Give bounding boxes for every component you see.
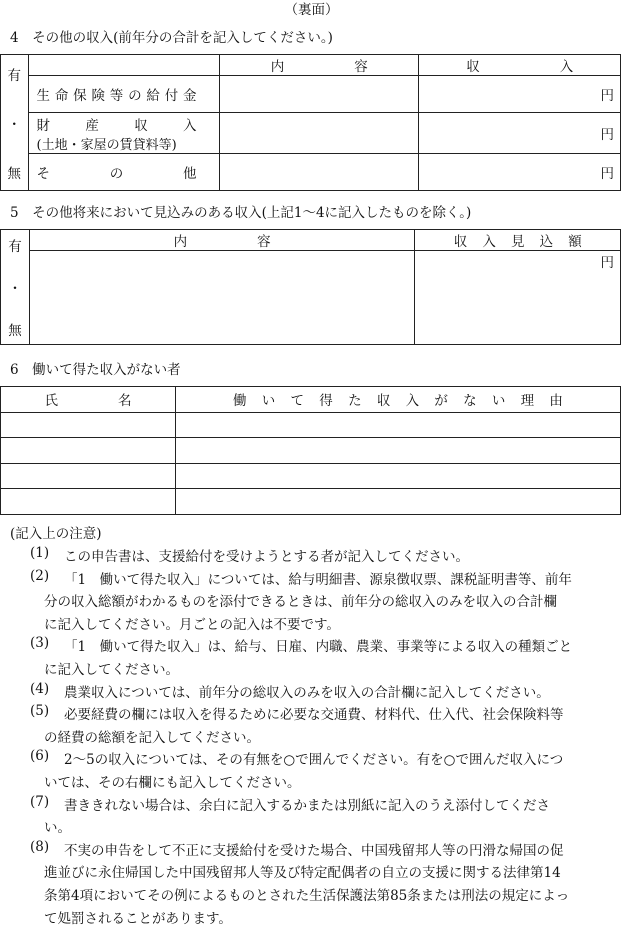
header-content: 内 容 [29,230,414,251]
note-number: (4) [30,680,50,697]
note-text-line: 2〜5の収入については、その有無を○で囲んでください。有を○で囲んだ収入につ [64,752,564,769]
section-4-table [0,54,621,191]
section-4-heading: 4 その他の収入(前年分の合計を記入してください。) [10,30,333,46]
label-char: 等 [109,88,124,105]
note-text-line: この申告書は、支援給付を受けようとする者が記入してください。 [64,549,469,565]
label-char: 給 [146,88,160,105]
label-char: 金 [183,88,197,105]
label-char: 得 [319,393,333,410]
note-text-line: い。 [44,820,71,837]
reason-cell[interactable] [176,463,621,489]
label-char: 他 [183,165,197,182]
label-char: 付 [164,88,179,105]
label-char: が [434,393,448,410]
amount-cell[interactable]: 円 [415,251,621,345]
content-cell[interactable] [219,113,419,153]
note-number: (1) [30,545,50,561]
presence-separator: ・ [8,281,22,297]
label-char: 込 [539,234,554,250]
label-char: 保 [73,88,87,105]
amount-cell[interactable]: 円 [419,153,621,190]
header-name: 氏 名 [1,387,176,413]
name-cell[interactable] [1,412,176,438]
note-text-line: 必要経費の欄には収入を得るために必要な交通費、材料代、仕入代、社会保険料等 [64,707,564,724]
content-cell[interactable] [219,153,419,190]
section-5-heading: 5 その他将来において見込みのある収入(上記1〜4に記入したものを除く。) [10,205,472,221]
row-label-other [28,153,219,190]
label-char: 額 [568,234,582,250]
row-label-property [28,113,219,153]
label-char: 見 [510,234,525,250]
label-char: 入 [405,393,420,410]
row-label-insurance [28,76,219,113]
label-char: 収 [453,234,468,250]
label-char: そ [36,165,51,182]
note-text-line: 「1 働いて得た収入」は、給与、日雇、内職、農業、事業等による収入の種類ごと [64,639,573,656]
label-char: 理 [520,393,535,410]
label-char: 由 [549,393,563,410]
label-char: 働 [233,393,247,410]
note-text-line: 条第4項においてその例によるものとされた生活保護法第85条または刑法の規定によっ [44,888,570,904]
reason-cell[interactable] [176,489,621,515]
label-char: 財 [36,117,51,134]
note-number: (5) [30,703,50,720]
header-income: 収 入 [419,55,621,76]
reason-cell[interactable] [176,412,621,438]
content-cell[interactable] [29,251,414,345]
label-char: 産 [85,117,99,134]
note-text-line: 農業収入については、前年分の総収入のみを収入の合計欄に記入してください。 [64,684,550,701]
section-5-table [0,229,621,345]
notes-list [0,545,623,927]
label-char: 生 [36,88,51,105]
note-text-line: に記入してください。 [44,662,179,678]
header-content: 内 容 [219,55,419,76]
note-text-line: 分の収入総額がわかるものを添付できるときは、前年分の総収入のみを収入の合計欄 [44,594,557,611]
note-number: (6) [30,748,50,765]
reason-cell[interactable] [176,438,621,464]
label-char: な [463,393,477,410]
amount-cell[interactable]: 円 [419,113,621,153]
note-number: (2) [30,567,50,584]
note-text-line: 書ききれない場合は、余白に記入するかまたは別紙に記入のうえ添付してくださ [64,797,550,814]
presence-selector[interactable] [1,55,29,191]
note-text-line: て処罰されることがあります。 [44,910,232,927]
row-sublabel-property: (土地・家屋の賃貸料等) [36,137,177,153]
label-char: 命 [54,88,69,105]
amount-cell[interactable]: 円 [419,76,621,113]
note-text-line: 「1 働いて得た収入」については、給与明細書、源泉徴収票、課税証明書等、前年 [64,571,572,588]
note-number: (7) [30,793,50,810]
presence-selector[interactable] [1,230,30,345]
note-number: (3) [30,635,50,652]
label-char: 入 [183,117,197,134]
note-number: (8) [30,838,50,855]
name-cell[interactable] [1,489,176,515]
label-char: い [491,393,506,410]
label-char: の [128,88,142,105]
label-char: い [261,393,276,410]
section-6-heading: 6 働いて得た収入がない者 [10,362,181,378]
presence-separator: ・ [7,116,22,133]
header-expected-income [415,230,621,251]
header-blank [28,55,219,76]
label-char: て [290,393,305,410]
presence-yes[interactable]: 有 [8,239,22,255]
page-title: （裏面） [284,2,339,18]
note-text-line: 進並びに永住帰国した中国残留邦人等及び特定配偶者の自立の支援に関する法律第14 [44,865,561,882]
presence-no[interactable]: 無 [8,323,22,339]
presence-no[interactable]: 無 [7,165,22,182]
label-char: た [348,393,362,410]
header-reason [176,387,621,413]
name-cell[interactable] [1,438,176,464]
name-cell[interactable] [1,463,176,489]
note-text-line: の経費の総額を記入してください。 [44,729,260,746]
label-char: の [109,165,124,182]
label-char: 収 [376,393,391,410]
notes-heading: (記入上の注意) [10,526,102,542]
label-char: 険 [91,88,105,105]
content-cell[interactable] [219,76,419,113]
note-text-line: に記入してください。月ごとの記入は不要です。 [44,616,340,633]
section-6-table [0,386,621,515]
label-char: 収 [134,117,148,134]
label-char: 入 [482,234,496,250]
note-text-line: 不実の申告をして不正に支援給付を受けた場合、中国残留邦人等の円滑な帰国の促 [64,842,564,859]
note-text-line: いては、その右欄にも記入してください。 [44,775,301,791]
presence-yes[interactable]: 有 [7,67,22,84]
